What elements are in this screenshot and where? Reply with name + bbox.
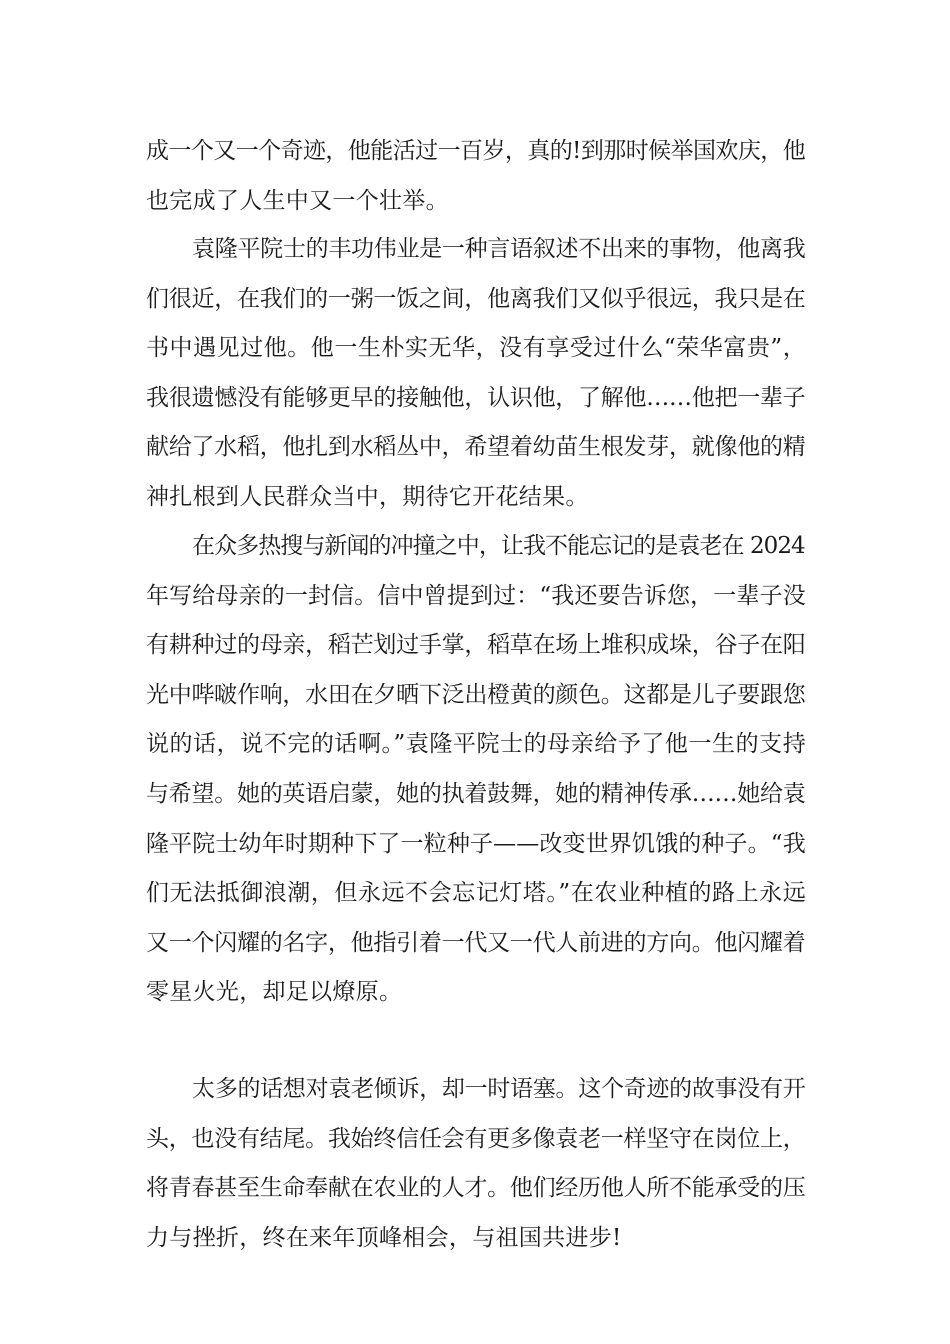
- paragraph: [146, 225, 806, 523]
- text-line: 书中遇见过他。他一生朴实无华，没有享受过什么“荣华富贵”，: [146, 335, 806, 362]
- text-line: 又一个闪耀的名字，他指引着一代又一代人前进的方向。他闪耀着: [146, 929, 806, 956]
- text-line: 说的话，说不完的话啊。”袁隆平院士的母亲给予了他一生的支持: [146, 731, 806, 758]
- text-line: 袁隆平院士的丰功伟业是一种言语叙述不出来的事物，他离我: [192, 236, 806, 262]
- text-line: 献给了水稻，他扎到水稻丛中，希望着幼苗生根发芽，就像他的精: [146, 434, 806, 461]
- paragraph: [146, 127, 806, 226]
- text-line: 成一个又一个奇迹，他能活过一百岁，真的!到那时候举国欢庆，他: [146, 138, 806, 164]
- text-line: 们无法抵御浪潮，但永远不会忘记灯塔。”在农业种植的路上永远: [146, 880, 806, 907]
- text-line: 将青春甚至生命奉献在农业的人才。他们经历他人所不能承受的压: [146, 1175, 806, 1202]
- text-line: 光中哔啵作响，水田在夕晒下泛出橙黄的颜色。这都是儿子要跟您: [146, 681, 806, 708]
- paragraph: [146, 1065, 806, 1263]
- text-line: 有耕种过的母亲，稻芒划过手掌，稻草在场上堆积成垛，谷子在阳: [146, 632, 806, 659]
- text-line: 零星火光，却足以燎原。: [146, 979, 403, 1006]
- text-line: 在众多热搜与新闻的冲撞之中，让我不能忘记的是袁老在 2024: [192, 533, 805, 559]
- text-line: 隆平院士幼年时期种下了一粒种子——改变世界饥饿的种子。“我: [146, 830, 806, 857]
- text-line: 年写给母亲的一封信。信中曾提到过：“我还要告诉您，一辈子没: [146, 582, 806, 609]
- text-line: 们很近，在我们的一粥一饭之间，他离我们又似乎很远，我只是在: [146, 285, 806, 312]
- text-line: 我很遗憾没有能够更早的接触他，认识他，了解他……他把一辈子: [146, 384, 806, 411]
- paragraph: [146, 522, 806, 1018]
- text-line: 太多的话想对袁老倾诉，却一时语塞。这个奇迹的故事没有开: [192, 1076, 806, 1102]
- text-line: 与希望。她的英语启蒙，她的执着鼓舞，她的精神传承……她给袁: [146, 780, 806, 807]
- text-line: 神扎根到人民群众当中，期待它开花结果。: [146, 483, 589, 510]
- text-line: 力与挫折，终在来年顶峰相会，与祖国共进步!: [146, 1224, 622, 1251]
- text-line: 头，也没有结尾。我始终信任会有更多像袁老一样坚守在岗位上，: [146, 1125, 806, 1152]
- text-line: 也完成了人生中又一个壮举。: [146, 187, 449, 214]
